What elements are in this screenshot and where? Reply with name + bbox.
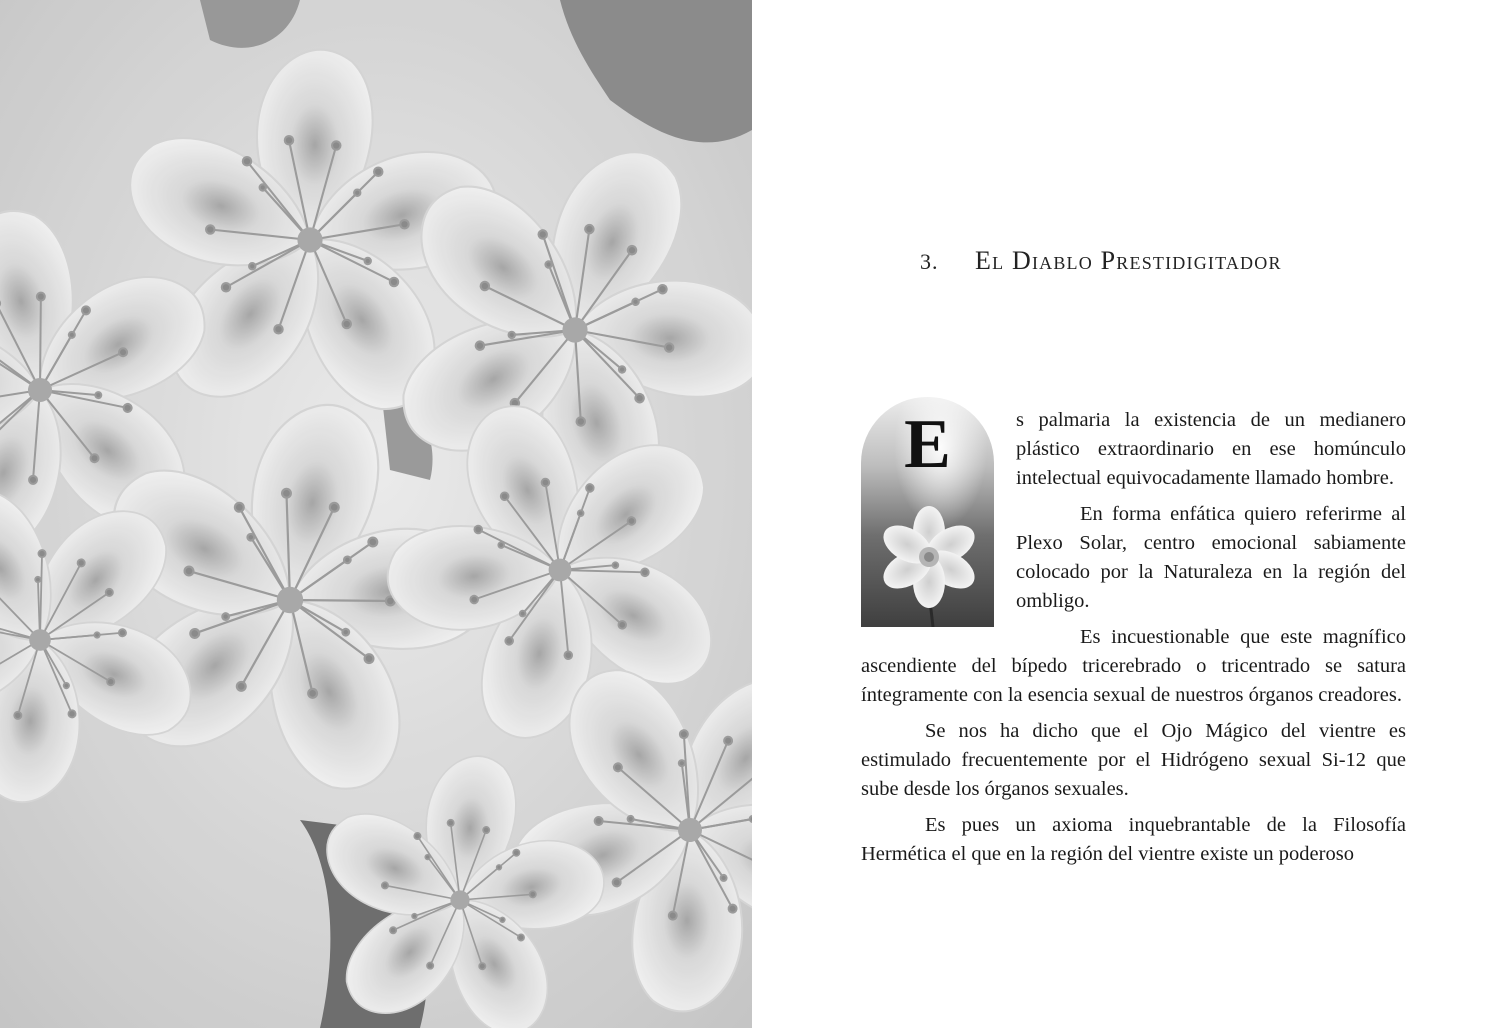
dropcap-letter: E bbox=[904, 406, 951, 483]
paragraph-2: En forma enfática quiero referirme al Plexo Solar, centro emocional sabiamente colocado por la Naturaleza en la región del ombligo. bbox=[1016, 503, 1406, 612]
paragraph-5: Es pues un axioma inquebrantable de la Filosofía Hermética el que en la región del vientre existe un poderoso bbox=[861, 814, 1406, 865]
paragraph-1: s palmaria la existencia de un medianero plástico extraordinario en ese homúnculo intelectual equivocadamente llamado hombre. bbox=[1016, 409, 1406, 489]
text-page bbox=[752, 0, 1500, 1028]
paragraph-3: Es incuestionable que este magnífico ascendiente del bípedo tricerebrado o tricentrado se satura íntegramente con la esencia sexual de nuestros órganos creadores. bbox=[861, 626, 1406, 706]
body-text bbox=[861, 406, 1406, 876]
chapter-title: El Diablo Prestidigitador bbox=[975, 246, 1282, 275]
paragraph-4: Se nos ha dicho que el Ojo Mágico del vientre es estimulado frecuentemente por el Hidrógeno sexual Si-12 que sube desde los órganos sexuales. bbox=[861, 720, 1406, 800]
chapter-heading bbox=[920, 246, 1282, 276]
chapter-number: 3. bbox=[920, 249, 939, 274]
